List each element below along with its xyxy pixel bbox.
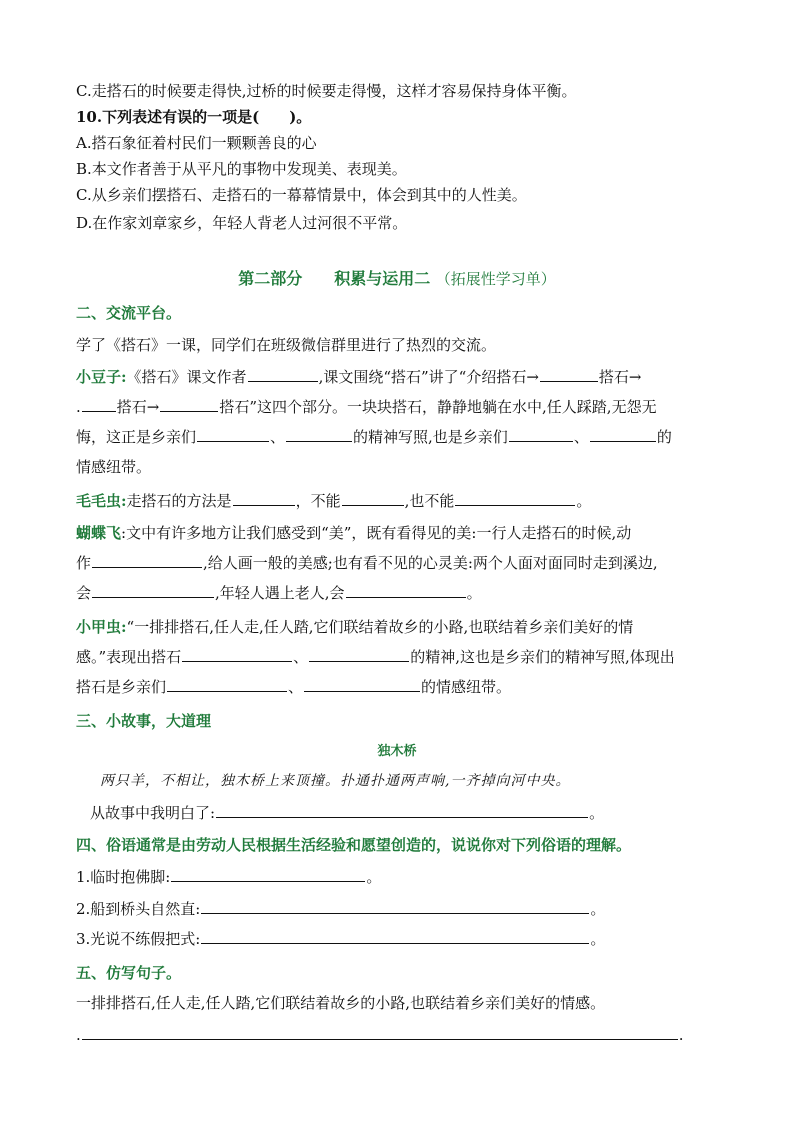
blank-cannot-2[interactable] [455, 491, 575, 506]
text: “一排排搭石,任人走,任人踏,它们联结着故乡的小路,也联结着乡亲们美好的情 [126, 618, 634, 636]
text: 、 [293, 648, 309, 666]
text: 的精神写照,也是乡亲们 [353, 428, 508, 446]
maomaochong-line [76, 490, 591, 512]
text: 的 [656, 428, 672, 446]
blank-meet-elder[interactable] [346, 583, 466, 598]
text: 作 [76, 554, 92, 572]
option-c-line: C.走搭石的时候要走得快,过桥的时候要走得慢，这样才容易保持身体平衡。 [76, 82, 577, 100]
q10-option-b: B.本文作者善于从平凡的事物中发现美、表现美。 [76, 160, 407, 178]
blank-action[interactable] [92, 553, 202, 568]
hudiefei-line-1 [76, 522, 631, 544]
text: ,课文围绕“搭石”讲了“介绍搭石→ [318, 368, 539, 386]
section-2-intro: 学了《搭石》一课，同学们在班级微信群里进行了热烈的交流。 [76, 336, 497, 354]
text: :文中有许多地方让我们感受到“美”，既有看得见的美:一行人走搭石的时候,动 [121, 524, 632, 542]
xiaodouzi-line-1 [76, 366, 641, 388]
xiaojiachong-line-3 [76, 676, 511, 698]
text: 。 [590, 900, 606, 918]
part-two-title-sub: （拓展性学习单） [435, 270, 556, 288]
part-two-title-main: 第二部分 积累与运用二 [238, 269, 431, 288]
text: 。 [590, 930, 606, 948]
text: . [76, 1026, 81, 1044]
model-sentence: 一排排搭石,任人走,任人踏,它们联结着故乡的小路,也联结着乡亲们美好的情感。 [76, 994, 606, 1012]
text: 《搭石》课文作者 [126, 368, 247, 386]
xiaodouzi-line-4: 情感纽带。 [76, 458, 152, 476]
section-3-heading: 三、小故事，大道理 [76, 712, 212, 730]
text: 的精神,这也是乡亲们的精神写照,体现出 [410, 648, 675, 666]
blank-proverb-3[interactable] [201, 929, 589, 944]
text: ，不能 [295, 492, 341, 510]
question-10: 10.下列表述有误的一项是( )。 [76, 108, 312, 126]
text: ,也不能 [404, 492, 455, 510]
blank-spirit-1[interactable] [197, 427, 269, 442]
text: . [76, 398, 81, 416]
blank-stone-spirit-1[interactable] [182, 647, 292, 662]
text: 从故事中我明白了: [90, 804, 216, 822]
q10-option-d: D.在作家刘章家乡，年轻人背老人过河很不平常。 [76, 214, 408, 232]
imitation-line [76, 1024, 684, 1046]
section-2-heading: 二、交流平台。 [76, 304, 182, 322]
blank-part-2[interactable] [82, 397, 116, 412]
blank-part-3[interactable] [160, 397, 218, 412]
blank-method[interactable] [233, 491, 295, 506]
blank-imitation[interactable] [82, 1025, 678, 1040]
speaker-xiaojiachong: 小甲虫: [76, 618, 127, 636]
text: 。 [366, 868, 382, 886]
text: 的情感纽带。 [421, 678, 512, 696]
proverb-3-line [76, 928, 605, 950]
text: 。 [576, 492, 592, 510]
text: ,给人画一般的美感;也有看不见的心灵美:两个人面对面同时走到溪边, [203, 554, 658, 572]
text: . [678, 1026, 684, 1044]
q10-option-a: A.搭石象征着村民们一颗颗善良的心 [76, 134, 317, 152]
text: 。 [466, 584, 482, 602]
part-two-title [0, 266, 794, 289]
blank-stone-spirit-2[interactable] [309, 647, 409, 662]
xiaojiachong-line-1 [76, 616, 633, 638]
hudiefei-line-2 [76, 552, 658, 574]
proverb-2-line [76, 898, 605, 920]
text: 搭石→ [116, 398, 160, 416]
story-title: 独木桥 [377, 744, 417, 759]
blank-proverb-1[interactable] [171, 867, 365, 882]
q10-option-c: C.从乡亲们摆搭石、走搭石的一幕幕情景中，体会到其中的人性美。 [76, 186, 527, 204]
text: 搭石是乡亲们 [76, 678, 167, 696]
text: 、 [288, 678, 304, 696]
blank-stone-bond-1[interactable] [167, 677, 287, 692]
section-4-heading: 四、俗语通常是由劳动人民根据生活经验和愿望创造的，说说你对下列俗语的理解。 [76, 836, 632, 854]
text: 2.船到桥头自然直: [76, 900, 201, 918]
story-answer-line [90, 802, 604, 824]
blank-spirit-2[interactable] [286, 427, 352, 442]
text: 1.临时抱佛脚: [76, 868, 171, 886]
hudiefei-line-3 [76, 582, 482, 604]
text: 搭石”这四个部分。一块块搭石，静静地躺在水中,任人踩踏,无怨无 [219, 398, 657, 416]
text: 。 [589, 804, 605, 822]
text: 悔，这正是乡亲们 [76, 428, 197, 446]
speaker-hudiefei: 蝴蝶飞 [76, 524, 122, 542]
blank-author[interactable] [248, 367, 318, 382]
blank-proverb-2[interactable] [201, 899, 589, 914]
blank-cannot-1[interactable] [342, 491, 404, 506]
speaker-xiaodouzi: 小豆子: [76, 368, 127, 386]
xiaodouzi-line-2 [76, 396, 657, 418]
blank-part-1[interactable] [540, 367, 598, 382]
blank-bond-1[interactable] [509, 427, 573, 442]
story-text: 两只羊，不相让，独木桥上来顶撞。扑通扑通两声响,一齐掉向河中央。 [100, 773, 571, 789]
text: 会 [76, 584, 92, 602]
section-5-heading: 五、仿写句子。 [76, 964, 182, 982]
text: 、 [270, 428, 286, 446]
text: 3.光说不练假把式: [76, 930, 201, 948]
text: 搭石→ [598, 368, 642, 386]
text: 、 [573, 428, 589, 446]
proverb-1-line [76, 866, 381, 888]
blank-face-to-face[interactable] [92, 583, 214, 598]
text: ,年轻人遇上老人,会 [215, 584, 345, 602]
xiaojiachong-line-2 [76, 646, 675, 668]
xiaodouzi-line-3 [76, 426, 672, 448]
speaker-maomaochong: 毛毛虫: [76, 492, 127, 510]
blank-story-lesson[interactable] [216, 803, 588, 818]
text: 走搭石的方法是 [126, 492, 232, 510]
text: 感。”表现出搭石 [76, 648, 182, 666]
blank-bond-2[interactable] [590, 427, 656, 442]
blank-stone-bond-2[interactable] [304, 677, 420, 692]
